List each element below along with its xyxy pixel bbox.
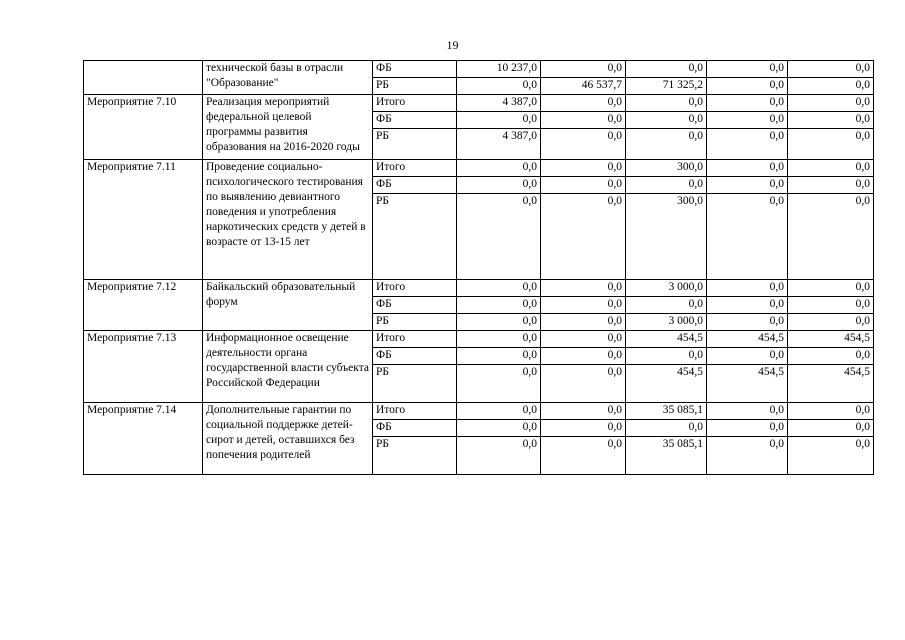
amount-cell: 0,0 — [541, 403, 626, 420]
amount-cell: 0,0 — [457, 160, 541, 177]
amount-cell: 0,0 — [788, 160, 874, 177]
table-row — [84, 331, 874, 348]
amount-cell: 4 387,0 — [457, 95, 541, 112]
amount-cell: 454,5 — [707, 331, 788, 348]
amount-cell: 46 537,7 — [541, 78, 626, 95]
amount-cell: 0,0 — [457, 78, 541, 95]
funding-source: РБ — [373, 365, 457, 403]
amount-cell: 0,0 — [541, 297, 626, 314]
funding-source: РБ — [373, 129, 457, 160]
amount-cell: 0,0 — [707, 420, 788, 437]
funding-source: Итого — [373, 331, 457, 348]
amount-cell: 0,0 — [707, 348, 788, 365]
amount-cell: 0,0 — [707, 314, 788, 331]
amount-cell: 0,0 — [457, 177, 541, 194]
amount-cell: 0,0 — [788, 129, 874, 160]
amount-cell: 0,0 — [457, 280, 541, 297]
amount-cell: 0,0 — [788, 95, 874, 112]
page-number: 19 — [446, 38, 459, 52]
amount-cell: 300,0 — [626, 160, 707, 177]
funding-source: ФБ — [373, 420, 457, 437]
table-row — [84, 61, 874, 78]
amount-cell: 0,0 — [707, 403, 788, 420]
amount-cell: 0,0 — [457, 403, 541, 420]
amount-cell: 0,0 — [541, 95, 626, 112]
amount-cell: 0,0 — [788, 314, 874, 331]
measure-name: Мероприятие 7.11 — [84, 160, 203, 280]
amount-cell: 0,0 — [541, 437, 626, 475]
amount-cell: 0,0 — [788, 78, 874, 95]
funding-source: ФБ — [373, 297, 457, 314]
table-row — [84, 95, 874, 112]
amount-cell: 0,0 — [626, 95, 707, 112]
amount-cell: 454,5 — [626, 365, 707, 403]
amount-cell: 0,0 — [626, 348, 707, 365]
amount-cell: 0,0 — [707, 437, 788, 475]
amount-cell: 0,0 — [788, 61, 874, 78]
amount-cell: 0,0 — [788, 112, 874, 129]
funding-source: Итого — [373, 403, 457, 420]
amount-cell: 0,0 — [626, 177, 707, 194]
funding-source: РБ — [373, 314, 457, 331]
amount-cell: 0,0 — [707, 297, 788, 314]
amount-cell: 35 085,1 — [626, 403, 707, 420]
measure-name: Мероприятие 7.10 — [84, 95, 203, 160]
amount-cell: 0,0 — [626, 420, 707, 437]
funding-source: РБ — [373, 437, 457, 475]
amount-cell: 0,0 — [626, 129, 707, 160]
amount-cell: 0,0 — [541, 194, 626, 280]
amount-cell: 454,5 — [626, 331, 707, 348]
amount-cell: 0,0 — [788, 280, 874, 297]
funding-source: ФБ — [373, 61, 457, 78]
amount-cell: 0,0 — [457, 437, 541, 475]
amount-cell: 0,0 — [541, 314, 626, 331]
amount-cell: 0,0 — [626, 297, 707, 314]
budget-table — [83, 60, 874, 475]
funding-source: ФБ — [373, 348, 457, 365]
funding-source: РБ — [373, 194, 457, 280]
amount-cell: 0,0 — [541, 331, 626, 348]
amount-cell: 3 000,0 — [626, 314, 707, 331]
funding-source: Итого — [373, 160, 457, 177]
amount-cell: 0,0 — [457, 297, 541, 314]
measure-name: Мероприятие 7.14 — [84, 403, 203, 475]
amount-cell: 0,0 — [457, 194, 541, 280]
table-row — [84, 403, 874, 420]
measure-description: Проведение социально-психологического тестирования по выявлению девиантного поведения и употребления наркотических средств у детей в возрасте от 13-15 лет — [203, 160, 373, 280]
measure-name: Мероприятие 7.13 — [84, 331, 203, 403]
funding-source: ФБ — [373, 112, 457, 129]
amount-cell: 0,0 — [541, 280, 626, 297]
amount-cell: 0,0 — [707, 177, 788, 194]
measure-description: Реализация мероприятий федеральной целевой программы развития образования на 2016-2020 годы — [203, 95, 373, 160]
amount-cell: 71 325,2 — [626, 78, 707, 95]
amount-cell: 0,0 — [541, 348, 626, 365]
funding-source: РБ — [373, 78, 457, 95]
amount-cell: 0,0 — [788, 348, 874, 365]
funding-source: ФБ — [373, 177, 457, 194]
amount-cell: 0,0 — [541, 420, 626, 437]
measure-name — [84, 61, 203, 95]
amount-cell: 0,0 — [457, 348, 541, 365]
amount-cell: 35 085,1 — [626, 437, 707, 475]
amount-cell: 300,0 — [626, 194, 707, 280]
amount-cell: 0,0 — [457, 365, 541, 403]
amount-cell: 0,0 — [788, 403, 874, 420]
table-row — [84, 280, 874, 297]
amount-cell: 0,0 — [457, 314, 541, 331]
amount-cell: 10 237,0 — [457, 61, 541, 78]
amount-cell: 0,0 — [707, 160, 788, 177]
amount-cell: 0,0 — [541, 112, 626, 129]
amount-cell: 0,0 — [707, 78, 788, 95]
amount-cell: 454,5 — [788, 331, 874, 348]
funding-source: Итого — [373, 280, 457, 297]
amount-cell: 0,0 — [457, 420, 541, 437]
measure-description: Байкальский образовательный форум — [203, 280, 373, 331]
table-body — [84, 61, 874, 475]
amount-cell: 3 000,0 — [626, 280, 707, 297]
amount-cell: 0,0 — [541, 177, 626, 194]
amount-cell: 0,0 — [788, 194, 874, 280]
amount-cell: 0,0 — [707, 280, 788, 297]
amount-cell: 0,0 — [541, 129, 626, 160]
amount-cell: 0,0 — [541, 365, 626, 403]
amount-cell: 0,0 — [457, 331, 541, 348]
amount-cell: 0,0 — [788, 177, 874, 194]
table-row — [84, 160, 874, 177]
amount-cell: 0,0 — [707, 129, 788, 160]
amount-cell: 0,0 — [707, 95, 788, 112]
measure-name: Мероприятие 7.12 — [84, 280, 203, 331]
measure-description: Дополнительные гарантии по социальной поддержке детей-сирот и детей, оставшихся без попечения родителей — [203, 403, 373, 475]
amount-cell: 0,0 — [541, 160, 626, 177]
amount-cell: 0,0 — [707, 61, 788, 78]
amount-cell: 0,0 — [788, 297, 874, 314]
amount-cell: 0,0 — [788, 420, 874, 437]
measure-description: технической базы в отрасли "Образование" — [203, 61, 373, 95]
measure-description: Информационное освещение деятельности органа государственной власти субъекта Российской Федерации — [203, 331, 373, 403]
amount-cell: 0,0 — [626, 112, 707, 129]
amount-cell: 454,5 — [788, 365, 874, 403]
amount-cell: 4 387,0 — [457, 129, 541, 160]
amount-cell: 454,5 — [707, 365, 788, 403]
funding-source: Итого — [373, 95, 457, 112]
amount-cell: 0,0 — [457, 112, 541, 129]
amount-cell: 0,0 — [707, 194, 788, 280]
amount-cell: 0,0 — [541, 61, 626, 78]
amount-cell: 0,0 — [626, 61, 707, 78]
amount-cell: 0,0 — [707, 112, 788, 129]
amount-cell: 0,0 — [788, 437, 874, 475]
